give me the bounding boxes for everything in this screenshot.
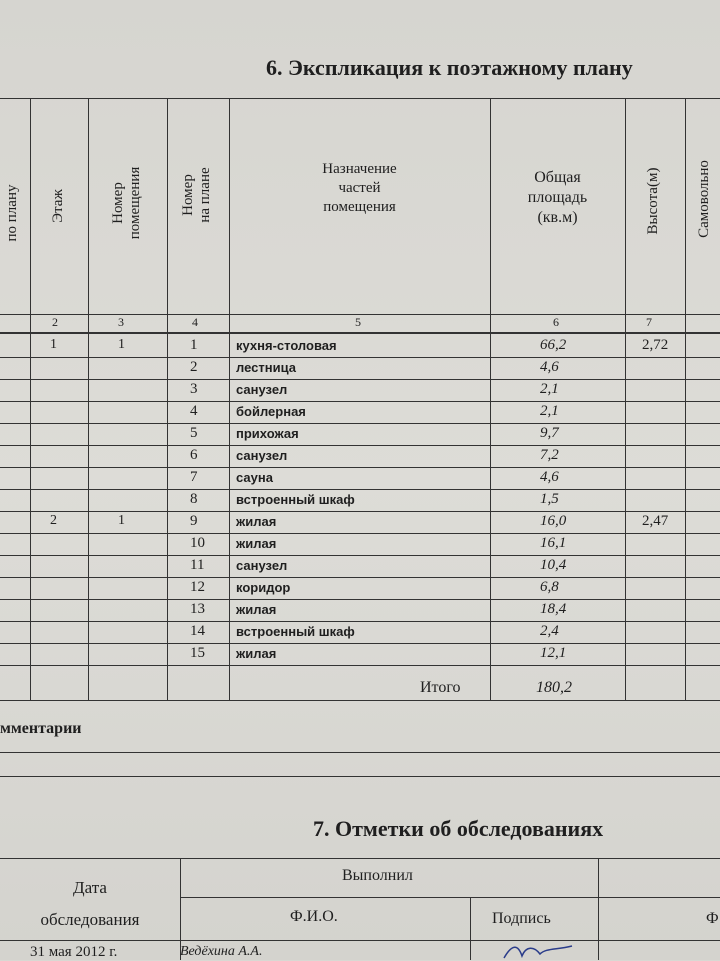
col-border [30,98,31,700]
table-header-bottom [0,940,720,941]
performed-header: Выполнил [342,867,413,884]
room-name-cell: жилая [236,514,277,529]
room-name-cell: кухня-столовая [236,338,337,353]
row-divider [0,599,720,600]
inspection-date: 31 мая 2012 г. [30,944,118,960]
area-cell: 4,6 [540,469,559,485]
plan-number-cell: 9 [190,513,198,529]
floor-cell: 1 [50,337,57,352]
row-divider [0,357,720,358]
area-cell: 12,1 [540,645,567,661]
area-cell: 4,6 [540,359,559,375]
section-6-title: 6. Экспликация к поэтажному плану [266,55,633,80]
header-nomer-pomeshcheniya: Номер помещения [110,166,143,240]
cut-header: Ф [706,910,719,927]
room-cell: 1 [118,513,125,528]
height-cell: 2,47 [642,513,669,529]
row-divider [0,555,720,556]
plan-number-cell: 14 [190,623,205,639]
row-divider [0,445,720,446]
col-border [470,897,471,960]
plan-number-cell: 1 [190,337,198,353]
room-name-cell: бойлерная [236,404,306,419]
area-cell: 6,8 [540,579,559,595]
total-value: 180,2 [536,679,572,696]
comments-line-1 [0,752,720,753]
header-vysota: Высота(м) [645,167,661,235]
plan-number-cell: 15 [190,645,205,661]
plan-number-cell: 2 [190,359,198,375]
plan-number-cell: 8 [190,491,198,507]
signature-mark-icon [500,940,580,960]
col-number: 3 [118,315,124,329]
room-name-cell: встроенный шкаф [236,492,355,507]
plan-number-cell: 13 [190,601,205,617]
col-border [167,98,168,700]
room-name-cell: прихожая [236,426,299,441]
room-name-cell: санузел [236,448,288,463]
room-name-cell: жилая [236,602,277,617]
area-cell: 2,1 [540,403,559,419]
row-divider [0,533,720,534]
height-cell: 2,72 [642,337,669,353]
table-mid-border [180,897,720,898]
comments-label: мментарии [0,720,82,737]
col-number: 6 [553,315,559,329]
row-divider [0,423,720,424]
row-divider [0,467,720,468]
inspector-name: Ведёхина А.А. [180,944,263,959]
room-name-cell: лестница [236,360,296,375]
area-cell: 1,5 [540,491,559,507]
col-border [598,858,599,960]
numbers-bottom-border [0,332,720,334]
table-top-border [0,98,720,99]
col-number: 4 [192,315,198,329]
table-top-border [0,858,720,859]
col-border [625,98,626,700]
header-ploshchad: Общая площадь (кв.м) [527,169,588,226]
floor-cell: 2 [50,513,57,528]
area-cell: 7,2 [540,447,559,463]
room-name-cell: жилая [236,646,277,661]
plan-number-cell: 3 [190,381,198,397]
row-divider [0,621,720,622]
header-po-planu: по плану [4,184,20,242]
date-header: Дата обследования [40,878,140,929]
plan-number-cell: 11 [190,557,205,573]
plan-number-cell: 6 [190,447,198,463]
area-cell: 2,4 [540,623,559,639]
area-cell: 9,7 [540,425,559,441]
row-divider [0,577,720,578]
plan-number-cell: 12 [190,579,205,595]
row-divider [0,511,720,512]
area-cell: 2,1 [540,381,559,397]
col-number: 5 [355,315,361,329]
room-name-cell: сауна [236,470,273,485]
room-name-cell: санузел [236,382,288,397]
room-cell: 1 [118,337,125,352]
col-number: 7 [646,315,652,329]
row-divider [0,665,720,666]
area-cell: 66,2 [540,337,567,353]
plan-number-cell: 7 [190,469,198,485]
room-name-cell: жилая [236,536,277,551]
table-bottom-border [0,700,720,701]
total-label: Итого [420,679,461,696]
row-divider [0,643,720,644]
signature-header: Подпись [492,910,551,927]
area-cell: 10,4 [540,557,567,573]
header-naznachenie: Назначение частей помещения [322,161,397,215]
row-divider [0,379,720,380]
plan-number-cell: 10 [190,535,205,551]
area-cell: 16,1 [540,535,567,551]
comments-line-2 [0,776,720,777]
header-samovolno: Самовольно [696,160,712,238]
section-7-title: 7. Отметки об обследованиях [313,816,604,841]
room-name-cell: санузел [236,558,288,573]
row-divider [0,489,720,490]
col-border [685,98,686,700]
plan-number-cell: 4 [190,403,198,419]
header-nomer-na-plane: Номер на плане [180,167,213,223]
fio-header: Ф.И.О. [290,908,338,925]
row-divider [0,401,720,402]
header-etazh: Этаж [50,189,66,223]
col-border [88,98,89,700]
area-cell: 18,4 [540,601,567,617]
col-number: 2 [52,315,58,329]
area-cell: 16,0 [540,513,567,529]
plan-number-cell: 5 [190,425,198,441]
room-name-cell: встроенный шкаф [236,624,355,639]
room-name-cell: коридор [236,580,291,595]
